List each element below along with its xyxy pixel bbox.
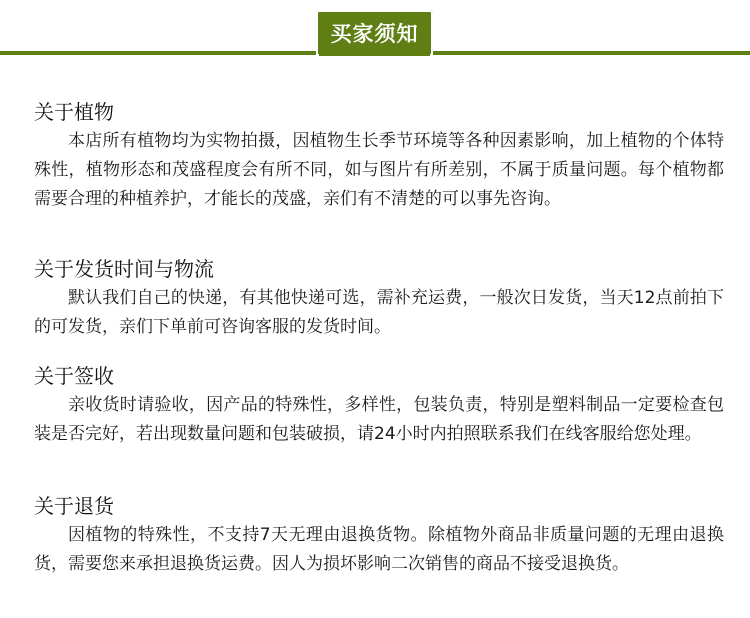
section-body: 亲收货时请验收，因产品的特殊性，多样性，包装负责，特别是塑料制品一定要检查包装是否完好，若出现数量问题和包装破损，请24小时内拍照联系我们在线客服给您处理。 — [34, 395, 724, 444]
section-title: 关于退货 — [34, 494, 114, 518]
section-title: 关于签收 — [34, 364, 114, 388]
section-body: 本店所有植物均为实物拍摄，因植物生长季节环境等各种因素影响，加上植物的个体特殊性，植物形态和茂盛程度会有所不同，如与图片有所差别，不属于质量问题。每个植物都需要合理的种植养护，才能长的茂盛，亲们有不清楚的可以事先咨询。 — [34, 131, 724, 209]
section-plants — [34, 99, 724, 214]
section-body: 因植物的特殊性，不支持7天无理由退换货物。除植物外商品非质量问题的无理由退换货，需要您来承担退换货运费。因人为损坏影响二次销售的商品不接受退换货。 — [34, 525, 724, 574]
header-tab — [316, 10, 433, 56]
section-shipping — [34, 256, 724, 342]
section-body: 默认我们自己的快递，有其他快递可选，需补充运费，一般次日发货，当天12点前拍下的可发货，亲们下单前可咨询客服的发货时间。 — [34, 288, 724, 337]
section-returns — [34, 493, 724, 579]
section-title: 关于发货时间与物流 — [34, 257, 214, 281]
section-title: 关于植物 — [34, 100, 114, 124]
page-title: 买家须知 — [330, 22, 419, 46]
section-receipt — [34, 363, 724, 449]
